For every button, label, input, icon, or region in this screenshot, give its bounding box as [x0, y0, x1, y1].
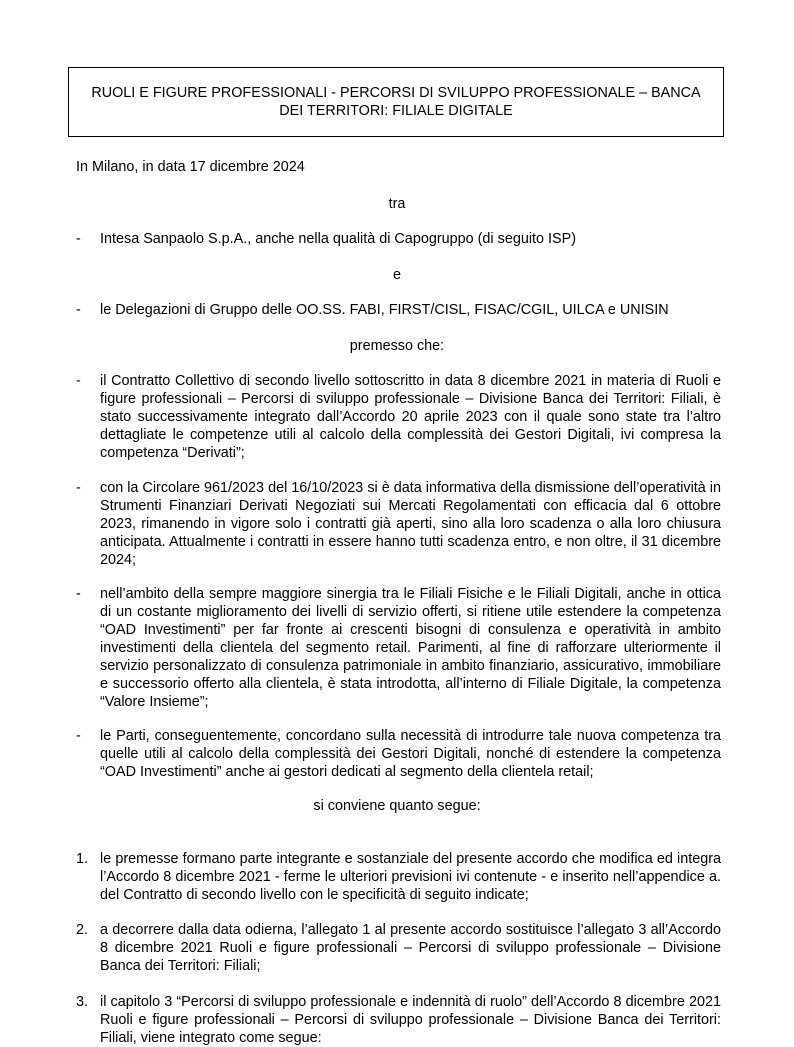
premise-text: le Parti, conseguentemente, concordano sulla necessità di introdurre tale nuova competenza tra quelle utili al calcolo della complessità dei Gestori Digitali, nonché di estendere la competenza “OAD Investimenti” anche ai gestori dedicati al segmento della clientela retail; [100, 728, 721, 780]
dash-bullet: - [76, 728, 81, 744]
party-unions: le Delegazioni di Gruppo delle OO.SS. FABI, FIRST/CISL, FISAC/CGIL, UILCA e UNISIN [100, 302, 669, 318]
premise-item [76, 585, 721, 711]
dash-bullet: - [76, 302, 81, 318]
dash-bullet: - [76, 480, 81, 496]
document-title: RUOLI E FIGURE PROFESSIONALI - PERCORSI DI SVILUPPO PROFESSIONALE – BANCA DEI TERRITORI: FILIALE DIGITALE [91, 85, 701, 119]
clause-number: 1. [76, 851, 89, 867]
premise-item [76, 727, 721, 781]
clause-number: 3. [76, 994, 89, 1010]
dash-bullet: - [76, 231, 81, 247]
premise-text: nell’ambito della sempre maggiore sinergia tra le Filiali Fisiche e le Filiali Digitali, anche in ottica di un costante miglioramento dei livelli di servizio offerti, si ritiene utile estendere la competenza “OAD Investimenti” per far fronte ai crescenti bisogni di consulenza e operatività in ambito investimenti della clientela del segmento retail. Parimenti, al fine di rafforzare ulteriormente il servizio personalizzato di consulenza patrimoniale in ambito finanziario, assicurativo, immobiliare e successorio offerto alla clientela, è stata introdotta, all’interno di Filiale Digitale, la competenza “Valore Insieme”; [100, 586, 721, 710]
clause-text: il capitolo 3 “Percorsi di sviluppo professionale e indennità di ruolo” dell’Accordo 8 dicembre 2021 Ruoli e figure professionali – Percorsi di sviluppo professionale – Divisione Banca dei Territori: Filiali, viene integrato come segue: [100, 994, 721, 1046]
clause-item [76, 993, 721, 1047]
dash-bullet: - [76, 373, 81, 389]
e-label: e [392, 267, 401, 283]
clause-item [76, 921, 721, 975]
clause-item [76, 850, 721, 904]
premise-item [76, 479, 721, 569]
tra-label: tra [388, 196, 406, 212]
place-date: In Milano, in data 17 dicembre 2024 [76, 159, 305, 175]
premise-item [76, 372, 721, 462]
premise-text: con la Circolare 961/2023 del 16/10/2023 si è data informativa della dismissione dell’operatività in Strumenti Finanziari Derivati Negoziati sui Mercati Regolamentati con efficacia dal 6 ottobre 2023, rimanendo in vigore solo i contratti già aperti, sino alla loro scadenza o alla loro chiusura anticipata. Attualmente i contratti in essere hanno tutti scadenza entro, e non oltre, il 31 dicembre 2024; [100, 480, 721, 568]
clause-text: a decorrere dalla data odierna, l’allegato 1 al presente accordo sostituisce l’allegato 3 all’Accordo 8 dicembre 2021 Ruoli e figure professionali – Percorsi di sviluppo professionale – Divisione Banca dei Territori: Filiali; [100, 922, 721, 974]
clause-number: 2. [76, 922, 89, 938]
clause-text: le premesse formano parte integrante e sostanziale del presente accordo che modifica ed integra l’Accordo 8 dicembre 2021 - ferme le ulteriori previsioni ivi contenute - e inserito nell’appendice a. del Contratto di secondo livello con le specificità di seguito indicate; [100, 851, 721, 903]
premesso-heading: premesso che: [349, 338, 445, 354]
party-isp: Intesa Sanpaolo S.p.A., anche nella qualità di Capogruppo (di seguito ISP) [100, 231, 577, 247]
party-item-unions [76, 301, 721, 319]
conviene-heading: si conviene quanto segue: [313, 798, 481, 814]
premise-text: il Contratto Collettivo di secondo livello sottoscritto in data 8 dicembre 2021 in materia di Ruoli e figure professionali – Percorsi di sviluppo professionale – Divisione Banca dei Territori: Filiali, è stato successivamente integrato dall’Accordo 20 aprile 2023 con il quale sono state tra l’altro dettagliate le competenze utili al calcolo della complessità dei Gestori Digitali, ivi compresa la competenza “Derivati”; [100, 373, 721, 461]
document-title-box [68, 67, 724, 137]
party-item-isp [76, 230, 721, 248]
dash-bullet: - [76, 586, 81, 602]
